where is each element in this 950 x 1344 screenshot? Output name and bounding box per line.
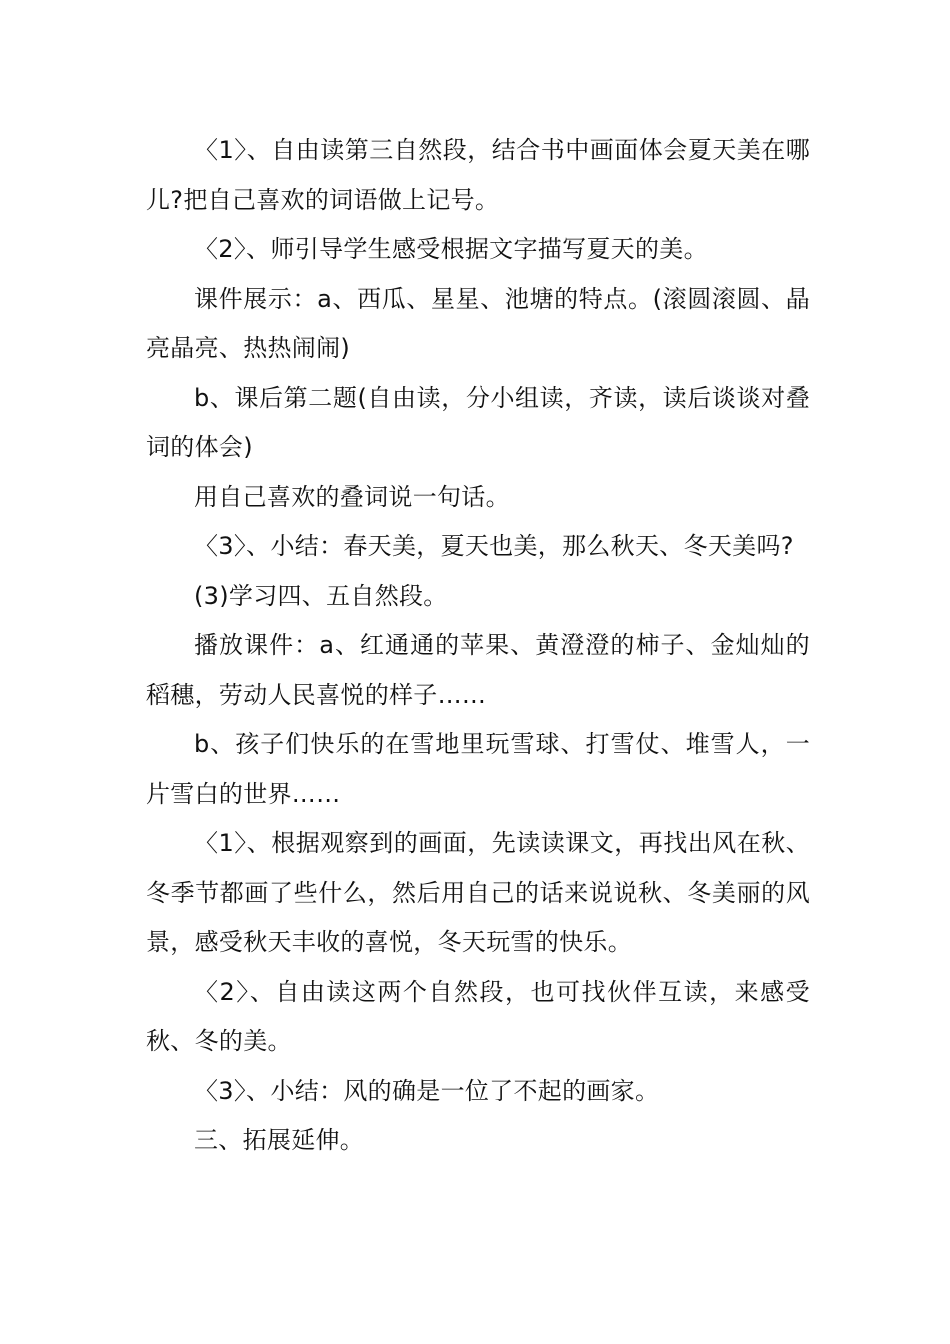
document-body — [146, 126, 810, 1166]
paragraph-7: (3)学习四、五自然段。 — [194, 581, 448, 610]
paragraph-3: 课件展示：a、西瓜、星星、池塘的特点。(滚圆滚圆、晶亮晶亮、热热闹闹) — [146, 284, 810, 362]
paragraph-9: b、孩子们快乐的在雪地里玩雪球、打雪仗、堆雪人，一片雪白的世界…… — [146, 730, 810, 808]
paragraph-8: 播放课件：a、红通通的苹果、黄澄澄的柿子、金灿灿的稻穗，劳动人民喜悦的样子…… — [146, 631, 810, 709]
paragraph-10: 〈1〉、根据观察到的画面，先读读课文，再找出风在秋、冬季节都画了些什么，然后用自己的话来说说秋、冬美丽的风景，感受秋天丰收的喜悦，冬天玩雪的快乐。 — [146, 829, 810, 956]
paragraph-5: 用自己喜欢的叠词说一句话。 — [194, 482, 510, 511]
paragraph-6: 〈3〉、小结：春天美，夏天也美，那么秋天、冬天美吗? — [194, 532, 794, 560]
paragraph-1: 〈1〉、自由读第三自然段，结合书中画面体会夏天美在哪儿?把自己喜欢的词语做上记号。 — [146, 136, 810, 214]
paragraph-12: 〈3〉、小结：风的确是一位了不起的画家。 — [194, 1076, 660, 1105]
paragraph-13: 三、拓展延伸。 — [194, 1126, 365, 1154]
paragraph-2: 〈2〉、师引导学生感受根据文字描写夏天的美。 — [194, 235, 708, 263]
paragraph-11: 〈2〉、自由读这两个自然段，也可找伙伴互读，来感受秋、冬的美。 — [146, 977, 810, 1055]
paragraph-4: b、课后第二题(自由读，分小组读，齐读，读后谈谈对叠词的体会) — [146, 383, 810, 461]
